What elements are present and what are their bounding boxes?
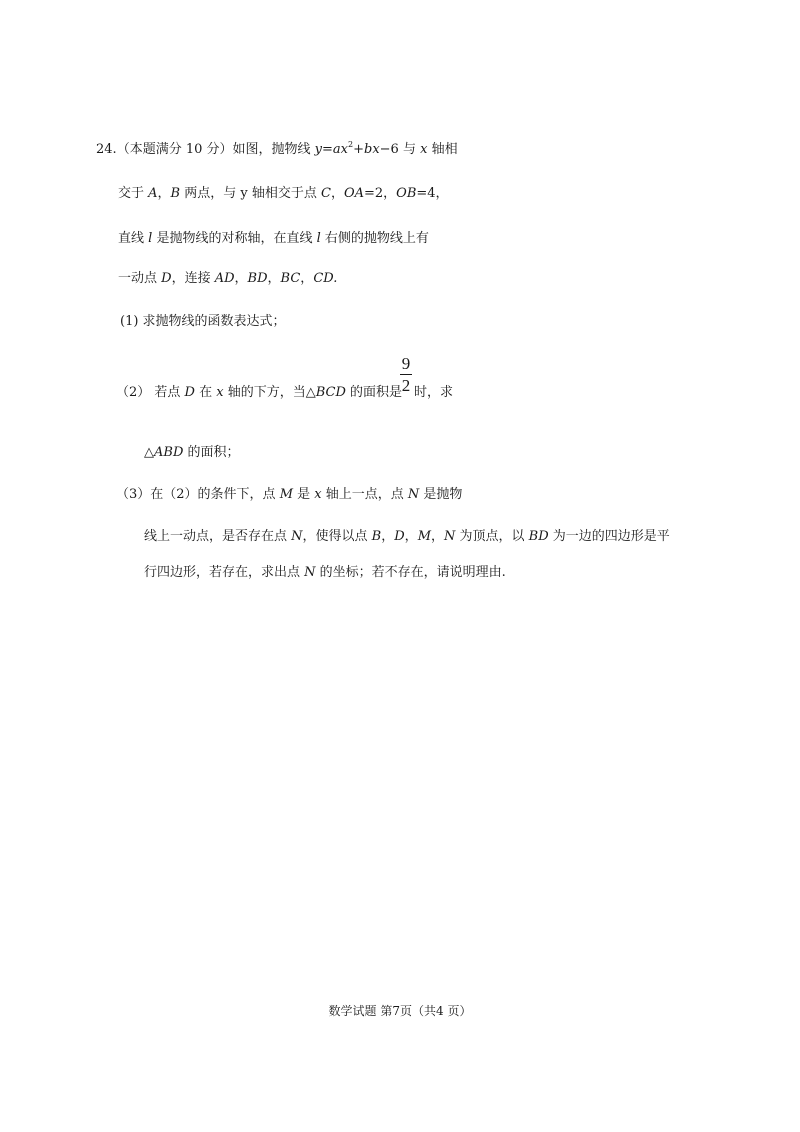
question-stem-line-3: 直线 l 是抛物线的对称轴，在直线 l 右侧的抛物线上有 — [118, 231, 429, 246]
part-1: (1) 求抛物线的函数表达式； — [120, 314, 286, 329]
fraction-denominator: 2 — [401, 376, 411, 395]
part-2-line-1-tail: 时，求 — [414, 385, 454, 400]
page-footer: 数学试题 第7页（共4 页） — [328, 1004, 472, 1018]
part-3-line-2: 线上一动点，是否存在点 N，使得以点 B，D，M，N 为顶点，以 BD 为一边的四边形是平 — [144, 529, 670, 544]
fraction-nine-halves — [400, 354, 412, 395]
part-2-line-2: △ABD 的面积； — [144, 445, 240, 460]
fraction-numerator: 9 — [401, 354, 411, 373]
part-3-line-1: （3）在（2）的条件下，点 M 是 x 轴上一点，点 N 是抛物 — [116, 487, 463, 502]
question-stem-line-4: 一动点 D，连接 AD，BD，BC，CD. — [118, 271, 338, 286]
fraction-bar — [400, 374, 412, 375]
part-2-line-1: （2） 若点 D 在 x 轴的下方，当△BCD 的面积是 — [116, 385, 403, 400]
question-number: 24. — [96, 142, 117, 157]
question-stem-line-1: 24.（本题满分 10 分）如图，抛物线 $y=ax^2+bx-6$ 与 x 轴相 — [96, 139, 458, 157]
equation: y — [314, 142, 322, 157]
part-3-line-3: 行四边形，若存在，求出点 N 的坐标；若不存在，请说明理由. — [144, 565, 506, 580]
question-stem-line-2: 交于 A，B 两点，与 y 轴相交于点 C，OA=2，OB=4， — [118, 186, 449, 201]
score-note: （本题满分 10 分） — [116, 142, 233, 157]
